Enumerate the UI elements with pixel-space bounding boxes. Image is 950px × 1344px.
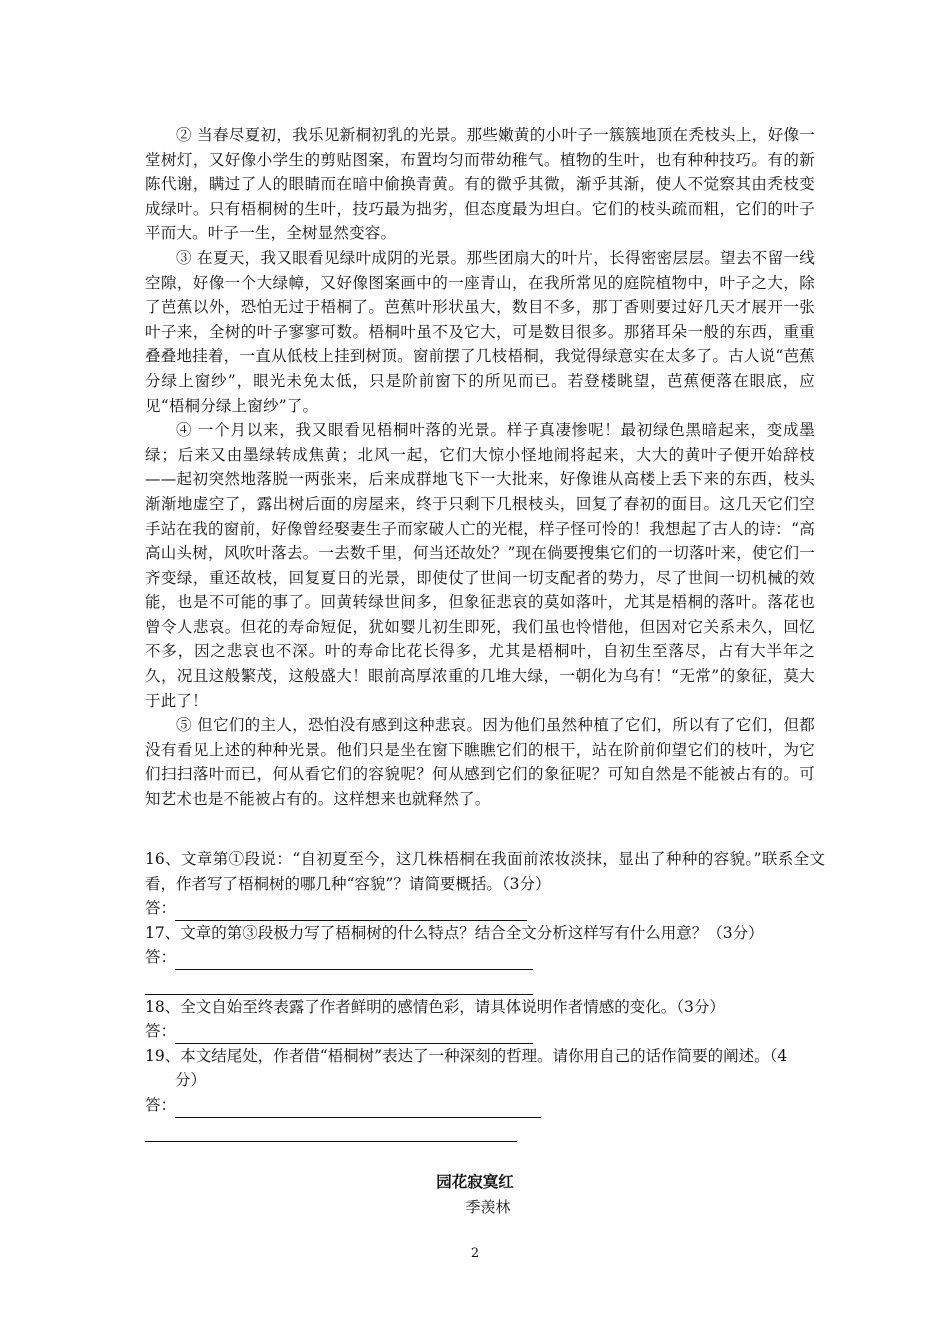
answer-line[interactable] [145, 1123, 517, 1142]
paragraph-3: ③ 在夏天，我又眼看见绿叶成阴的光景。那些团扇大的叶片，长得密密层层。望去不留一线空隙，好像一个大绿幛，又好像图案画中的一座青山，在我所常见的庭院植物中，叶子之大，除了芭蕉以外，恐怕无过于梧桐了。芭蕉叶形状虽大，数目不多，那丁香则要过好几天才展开一张叶子来，全树的叶子寥寥可数。梧桐叶虽不及它大，可是数目很多。那猪耳朵一般的东西，重重叠叠地挂着，一直从低枝上挂到树顶。窗前摆了几枝梧桐，我觉得绿意实在太多了。古人说“芭蕉分绿上窗纱”，眼光未免太低，只是阶前窗下的所见而已。若登楼眺望，芭蕉便落在眼底，应见“梧桐分绿上窗纱”了。 [145, 248, 815, 415]
answer-row-17 [145, 945, 825, 970]
paragraph-2: ② 当春尽夏初，我乐见新桐初乳的光景。那些嫩黄的小叶子一簇簇地顶在秃枝头上，好像一堂树灯，又好像小学生的剪贴图案，布置均匀而带幼稚气。植物的生叶，也有种种技巧。有的新陈代谢，瞒过了人的眼睛而在暗中偷换青黄。有的微乎其微，渐乎其渐，使人不觉察其由秃枝变成绿叶。只有梧桐树的生叶，技巧最为拙劣，但态度最为坦白。它们的枝头疏而粗，它们的叶子平而大。叶子一生，全树显然变容。 [145, 126, 815, 243]
answer-label: 答： [145, 899, 177, 918]
article-title: 园花寂寞红 [436, 1173, 514, 1191]
answer-row-19 [145, 1093, 825, 1118]
question-17: 17、文章的第③段极力写了梧桐树的什么特点？结合全文分析这样写有什么用意？（3分） [145, 923, 764, 942]
question-18: 18、全文自始至终表露了作者鲜明的感情色彩，请具体说明作者情感的变化。（3分） [145, 997, 725, 1016]
question-16: 16、文章第①段说：“自初夏至今，这几株梧桐在我面前浓妆淡抹，显出了种种的容貌。”联系全文看，作者写了梧桐树的哪几种“容貌”？请简要概括。（3分） [145, 850, 825, 893]
passage [145, 123, 815, 812]
paragraph-4: ④ 一个月以来，我又眼看见梧桐叶落的光景。样子真凄惨呢！最初绿色黑暗起来，变成墨绿；后来又由墨绿转成焦黄；北风一起，它们大惊小怪地闹将起来，大大的黄叶子便开始辞枝——起初突然地落脱一两张来，后来成群地飞下一大批来，好像谁从高楼上丢下来的东西，枝头渐渐地虚空了，露出树后面的房屋来，终于只剩下几根枝头，回复了春初的面目。这几天它们空手站在我的窗前，好像曾经娶妻生子而家破人亡的光棍，样子怪可怜的！我想起了古人的诗：“高高山头树，风吹叶落去。一去数千里，何当还故处？”现在倘要搜集它们的一切落叶来，使它们一齐变绿，重还故枝，回复夏日的光景，即使仗了世间一切支配者的势力，尽了世间一切机械的效能，也是不可能的事了。回黄转绿世间多，但象征悲哀的莫如落叶，尤其是梧桐的落叶。落花也曾令人悲哀。但花的寿命短促，犹如婴儿初生即死，我们虽也怜惜他，但因对它关系未久，回忆不多，因之悲哀也不深。叶的寿命比花长得多，尤其是梧桐叶，自初生至落尽，占有大半年之久，况且这般繁茂，这般盛大！眼前高厚浓重的几堆大绿，一朝化为乌有！“无常”的象征，莫大于此了！ [145, 421, 815, 710]
article-author: 季羡林 [465, 1198, 511, 1216]
questions-section [145, 847, 825, 1142]
answer-row-19-continued [145, 1118, 825, 1143]
question-19-continued: 分） [175, 1071, 207, 1090]
page-number: 2 [470, 1246, 480, 1261]
answer-label: 答： [145, 1095, 177, 1114]
answer-line[interactable] [145, 976, 533, 995]
answer-row-16 [145, 896, 825, 921]
answer-label: 答： [145, 1022, 177, 1041]
answer-line[interactable] [175, 902, 527, 921]
answer-row-17-continued [145, 970, 825, 995]
answer-row-18 [145, 1019, 825, 1044]
answer-line[interactable] [175, 951, 533, 970]
answer-line[interactable] [175, 1099, 541, 1118]
answer-line[interactable] [175, 1025, 533, 1044]
question-19: 19、本文结尾处，作者借“梧桐树”表达了一种深刻的哲理。请你用自己的话作简要的阐述。（4 [145, 1046, 788, 1065]
paragraph-5: ⑤ 但它们的主人，恐怕没有感到这种悲哀。因为他们虽然种植了它们，所以有了它们，但都没有看见上述的种种光景。他们只是坐在窗下瞧瞧它们的根干，站在阶前仰望它们的枝叶，为它们扫扫落叶而已，何从看它们的容貌呢？何从感到它们的象征呢？可知自然是不能被占有的。可知艺术也是不能被占有的。这样想来也就释然了。 [145, 716, 815, 809]
answer-label: 答： [145, 948, 177, 967]
